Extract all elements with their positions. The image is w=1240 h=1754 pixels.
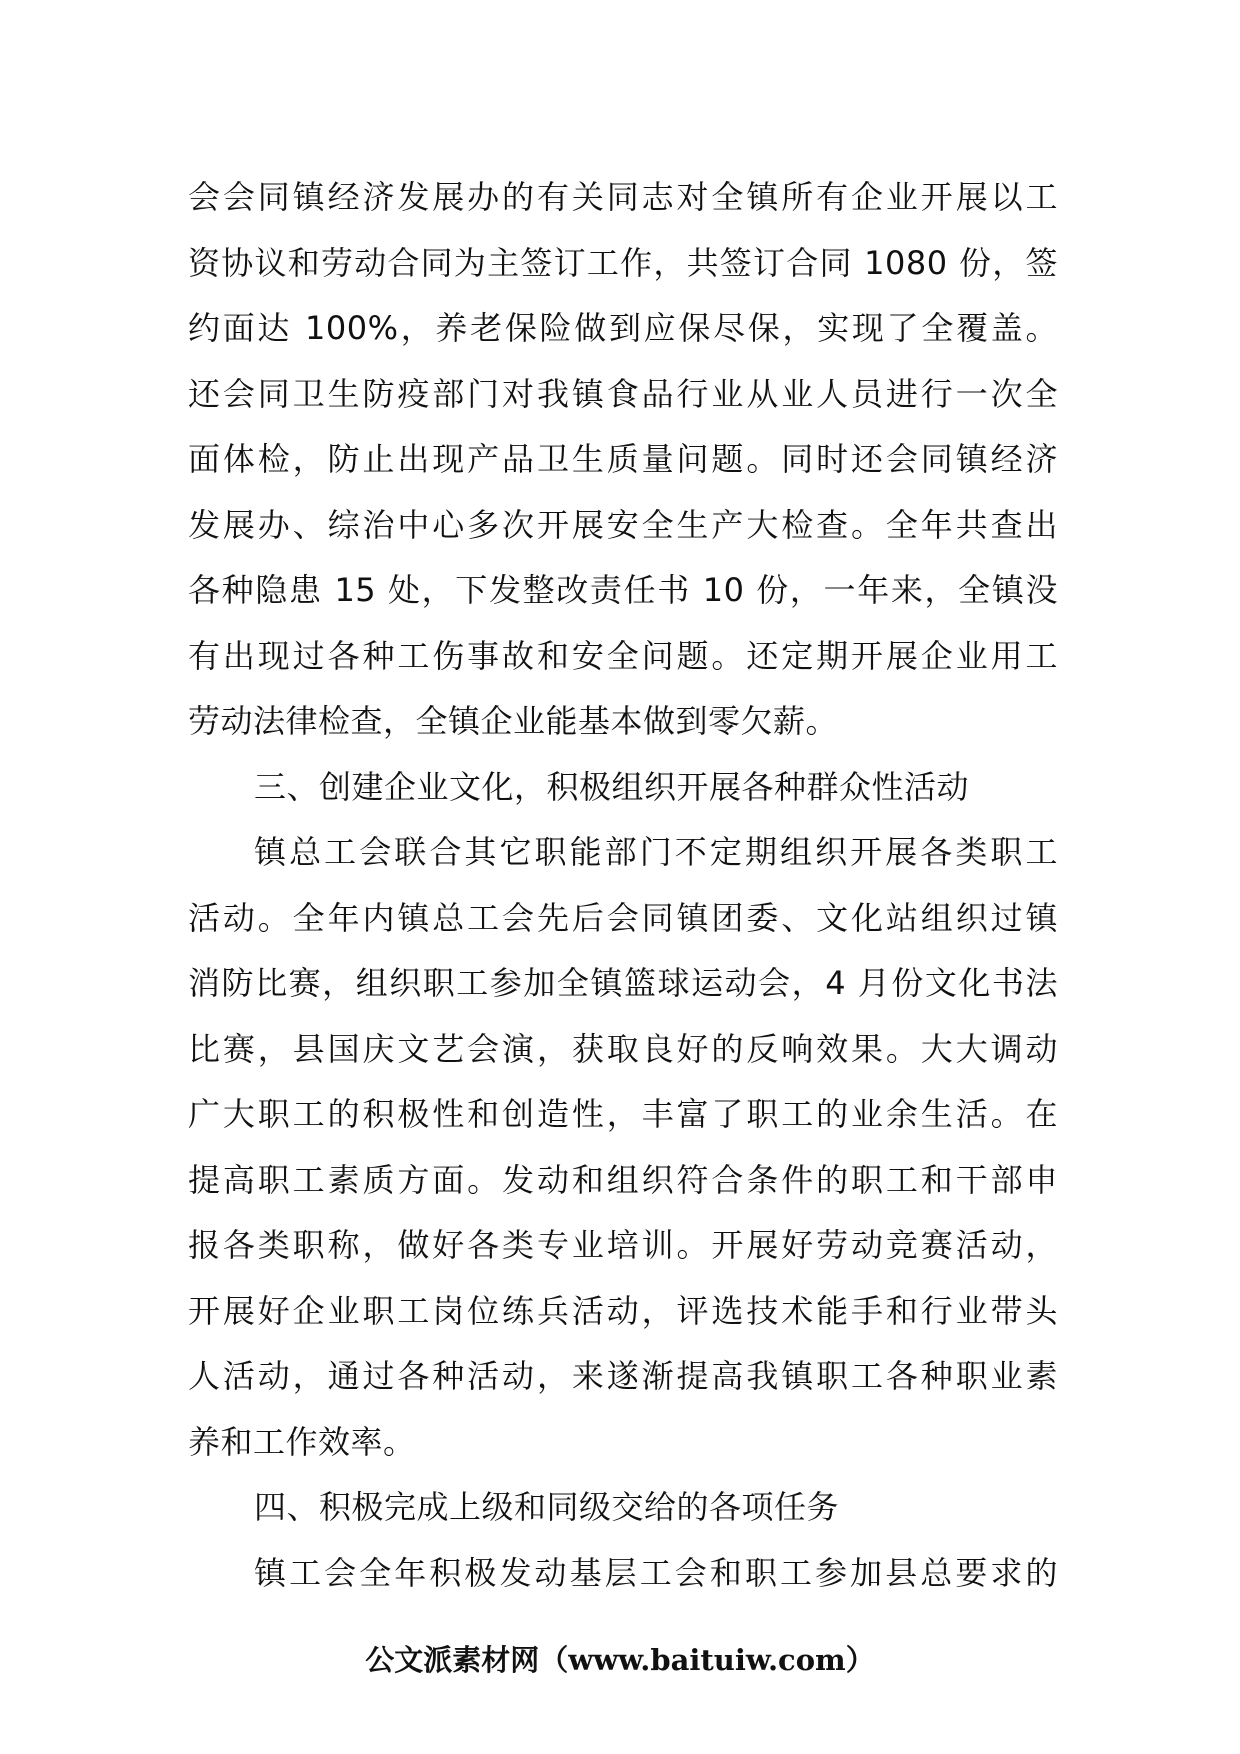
text-line: 养和工作效率。 [188, 1422, 416, 1461]
text-line: 比赛，县国庆文艺会演，获取良好的反响效果。大大调动 [188, 1029, 1058, 1068]
footer-watermark: 公文派素材网（www.baituiw.com） [365, 1643, 875, 1677]
text-line: 开展好企业职工岗位练兵活动，评选技术能手和行业带头 [188, 1291, 1058, 1330]
text-line: 镇总工会联合其它职能部门不定期组织开展各类职工 [254, 833, 1058, 871]
text-line: 资协议和劳动合同为主签订工作，共签订合同 1080 份，签 [188, 243, 1058, 282]
text-line: 镇工会全年积极发动基层工会和职工参加县总要求的 [254, 1553, 1058, 1592]
text-line: 发展办、综治中心多次开展安全生产大检查。全年共查出 [188, 505, 1058, 544]
text-line: 还会同卫生防疫部门对我镇食品行业从业人员进行一次全 [188, 374, 1058, 413]
section-heading: 三、创建企业文化，积极组织开展各种群众性活动 [254, 767, 970, 806]
text-line: 面体检，防止出现产品卫生质量问题。同时还会同镇经济 [188, 440, 1058, 478]
text-line: 广大职工的积极性和创造性，丰富了职工的业余生活。在 [188, 1095, 1058, 1133]
text-line: 劳动法律检查，全镇企业能基本做到零欠薪。 [188, 702, 839, 740]
text-line: 报各类职称，做好各类专业培训。开展好劳动竞赛活动， [188, 1226, 1058, 1264]
text-line: 提高职工素质方面。发动和组织符合条件的职工和干部申 [188, 1160, 1058, 1199]
text-line: 活动。全年内镇总工会先后会同镇团委、文化站组织过镇 [188, 898, 1058, 937]
section-heading: 四、积极完成上级和同级交给的各项任务 [254, 1488, 840, 1526]
text-line: 会会同镇经济发展办的有关同志对全镇所有企业开展以工 [188, 178, 1058, 216]
text-line: 人活动，通过各种活动，来遂渐提高我镇职工各种职业素 [188, 1357, 1058, 1395]
text-line: 各种隐患 15 处，下发整改责任书 10 份，一年来，全镇没 [188, 571, 1058, 609]
text-line: 有出现过各种工伤事故和安全问题。还定期开展企业用工 [188, 636, 1058, 675]
text-line: 约面达 100%，养老保险做到应保尽保，实现了全覆盖。 [188, 309, 1058, 347]
document-body [188, 165, 1058, 1606]
text-line: 消防比赛，组织职工参加全镇篮球运动会，4 月份文化书法 [188, 964, 1058, 1002]
